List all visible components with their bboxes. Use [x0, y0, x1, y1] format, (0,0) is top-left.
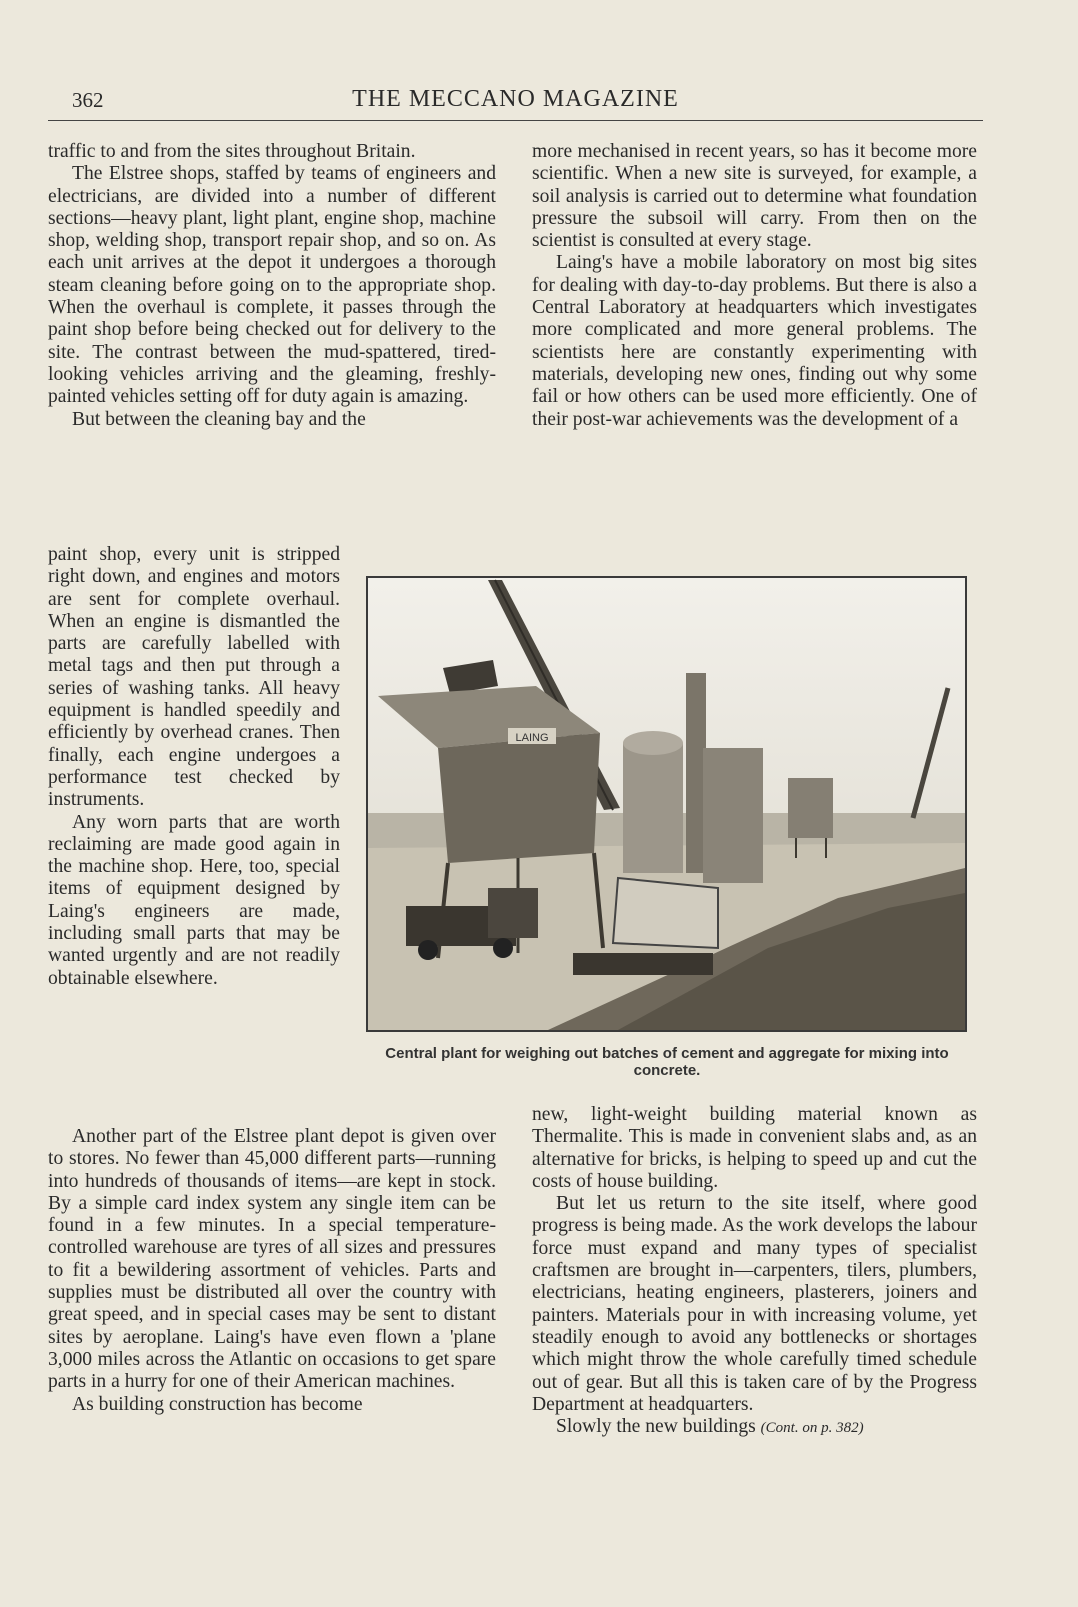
left-column-narrow	[48, 544, 340, 990]
hopper-sign: LAING	[515, 732, 549, 744]
paragraph: Another part of the Elstree plant depot is given over to stores. No fewer than 45,000 different parts—running into hundreds of thousands of items—are kept in stock. By a simple card index system any single item can be found in a few minutes. In a special temperature-controlled warehouse are tyres of all sizes and pressures to fit a bewildering assortment of vehicles. Parts and supplies must be distributed all over the country with great speed, and in special cases may be sent to distant sites by aeroplane. Laing's have even flown a 'plane 3,000 miles across the Atlantic on occasions to get spare parts in a hurry for one of their American machines.	[48, 1126, 496, 1393]
right-column-top	[532, 141, 977, 431]
paragraph: more mechanised in recent years, so has it become more scientific. When a new site is surveyed, for example, a soil analysis is carried out to determine what foundation pressure the subsoil will carry. From then on the scientist is consulted at every stage.	[532, 141, 977, 252]
photo-caption: Central plant for weighing out batches of cement and aggregate for mixing into concrete.	[385, 1045, 949, 1079]
photo-illustration	[368, 578, 965, 1030]
left-column-bottom	[48, 1126, 496, 1416]
paragraph: But let us return to the site itself, where good progress is being made. As the work develops the labour force must expand and many types of specialist craftsmen are brought in—carpenters, tilers, plumbers, electricians, heating engineers, plasterers, joiners and painters. Materials pour in with increasing volume, yet steadily enough to avoid any bottlenecks or shortages which might throw the whole carefully timed schedule out of gear. But all this is taken care of by the Progress Department at headquarters.	[532, 1193, 977, 1415]
paragraph: traffic to and from the sites throughout Britain.	[48, 141, 416, 162]
page-header	[48, 84, 983, 121]
left-column-top	[48, 141, 496, 431]
paragraph: paint shop, every unit is stripped right down, and engines and motors are sent for complete overhaul. When an engine is dismantled the parts are carefully labelled with metal tags and then put through a series of washing tanks. All heavy equipment is handled speedily and efficiently by overhead cranes. Then finally, each engine undergoes a performance test checked by instruments.	[48, 544, 340, 811]
paragraph-lead: But between the cleaning bay and the	[72, 408, 366, 430]
last-line-text: Slowly the new buildings	[556, 1416, 756, 1438]
photo-concrete-plant	[366, 576, 967, 1032]
paragraph: new, light-weight building material known as Thermalite. This is made in convenient slabs and, as an alternative for bricks, is helping to speed up and cut the costs of house building.	[532, 1104, 977, 1192]
paragraph: Any worn parts that are worth reclaiming are made good again in the machine shop. Here, too, special items of equipment designed by Laing's engineers are made, including small parts that may be wanted urgently and are not readily obtainable elsewhere.	[48, 811, 340, 989]
paragraph: The Elstree shops, staffed by teams of engineers and electricians, are divided into a number of different sections—heavy plant, light plant, engine shop, machine shop, welding shop, transport repair shop, and so on. As each unit arrives at the depot it undergoes a thorough steam cleaning before going on to the appropriate shop. When the overhaul is complete, it passes through the paint shop before being checked out for delivery to the site. The contrast between the mud-spattered, tired-looking vehicles arriving and the gleaming, freshly-painted vehicles setting off for duty again is amazing.	[48, 163, 496, 408]
page-number: 362	[72, 88, 104, 112]
right-column-bottom	[532, 1104, 977, 1439]
paragraph: As building construction has become	[72, 1393, 363, 1415]
magazine-title: THE MECCANO MAGAZINE	[352, 86, 679, 112]
continuation-note: (Cont. on p. 382)	[760, 1420, 864, 1437]
paragraph: Laing's have a mobile laboratory on most big sites for dealing with day-to-day problems. But there is also a Central Laboratory at headquarters which investigates more complicated and more general problems. The scientists here are constantly experimenting with materials, developing new ones, finding out why some fail or how others can be used more efficiently. One of their post-war achievements was the development of a	[532, 252, 977, 430]
paragraph-last	[532, 1416, 977, 1439]
